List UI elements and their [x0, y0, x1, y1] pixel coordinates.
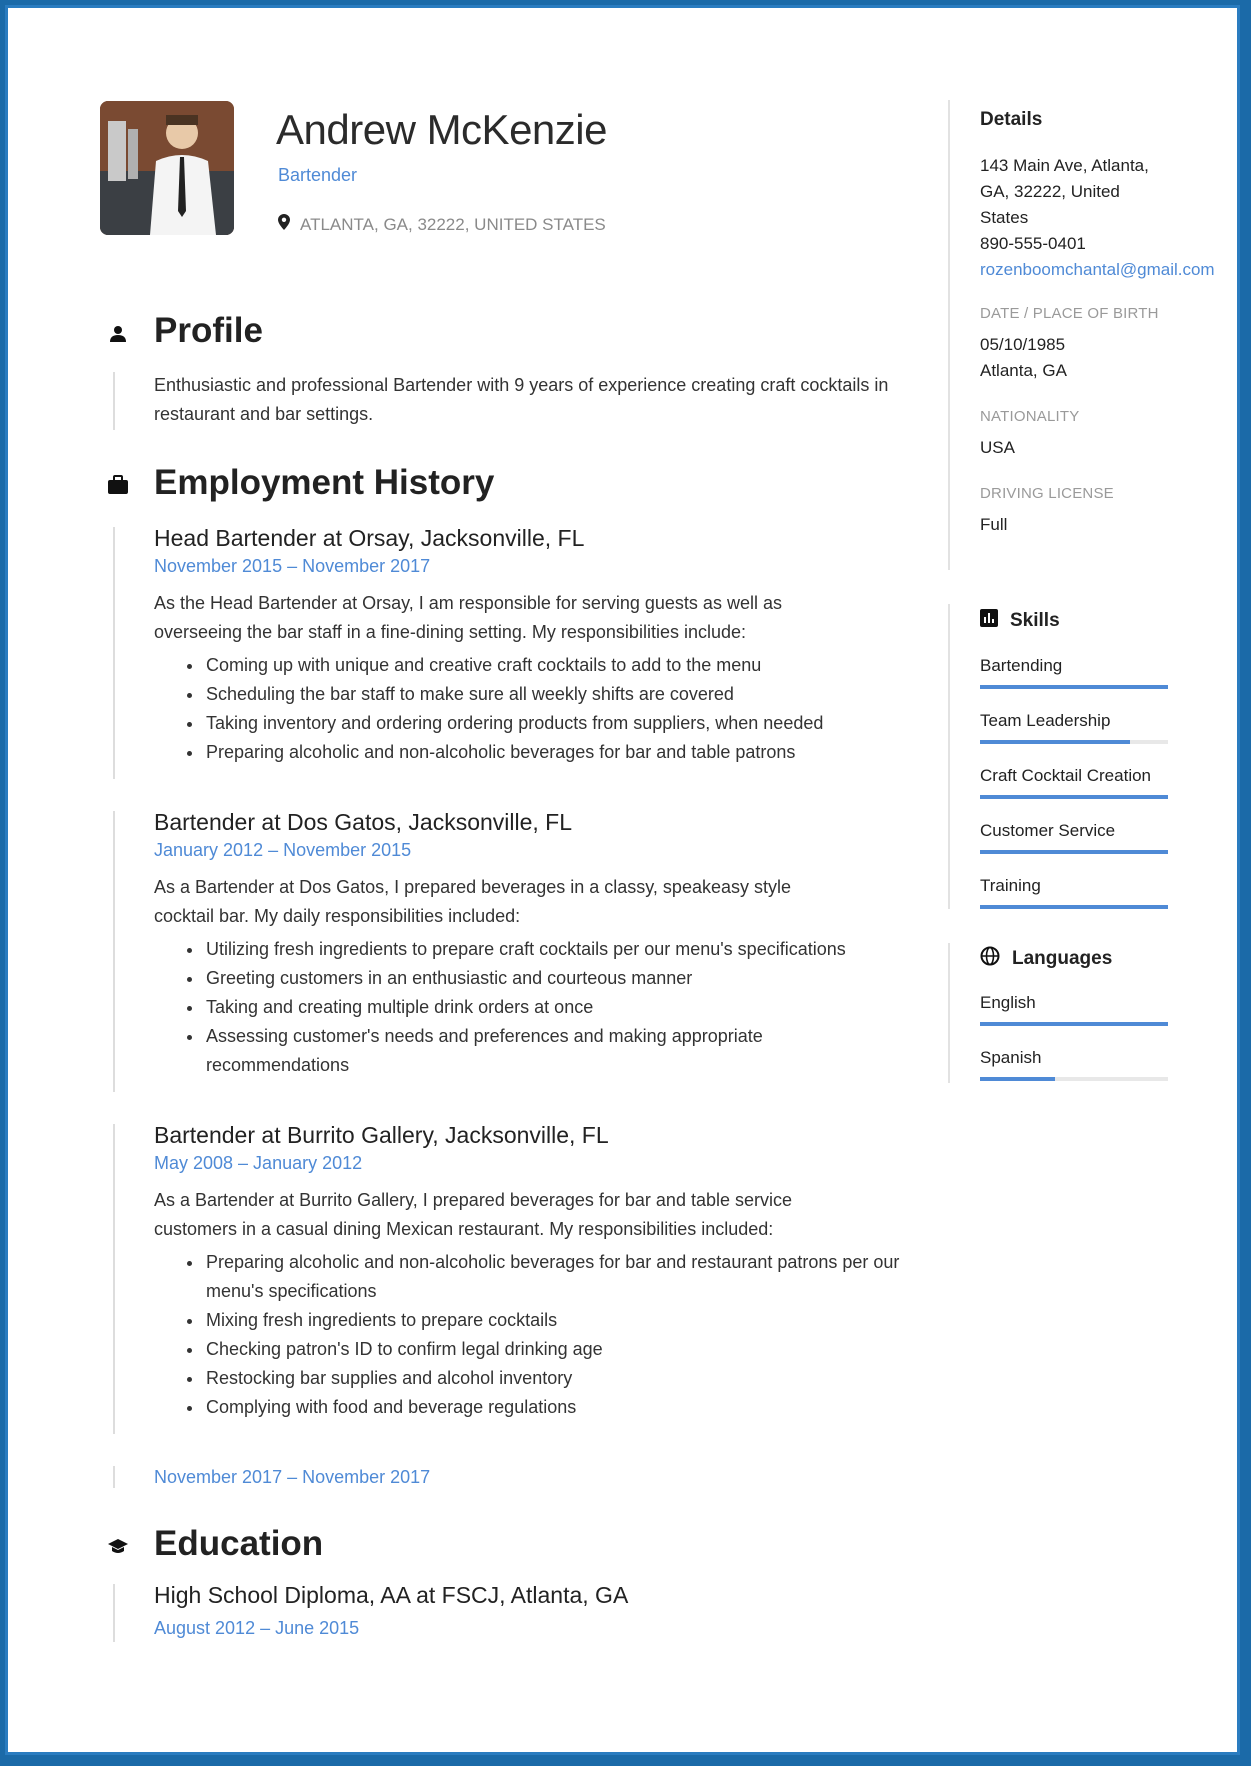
list-item: • Assessing customer's needs and preferences and making appropriate recommendations [204, 1022, 824, 1080]
skill-level-bar [980, 795, 1168, 799]
location [278, 214, 606, 235]
nationality-label: NATIONALITY [980, 408, 1080, 425]
phone-number: 890-555-0401 [980, 234, 1086, 253]
profile-heading: Profile [154, 311, 263, 350]
job-3-dates: May 2008 – January 2012 [154, 1153, 363, 1173]
job-1-role: Head Bartender at Orsay, Jacksonville, FL [154, 525, 585, 551]
job-1 [154, 525, 914, 767]
education-degree: High School Diploma, AA at FSCJ, Atlanta, GA [154, 1582, 629, 1608]
language-level-bar [980, 1077, 1168, 1081]
license-label: DRIVING LICENSE [980, 485, 1114, 502]
profile-line [113, 372, 115, 430]
details-section [980, 109, 1230, 538]
nationality-value: USA [980, 438, 1015, 457]
list-item: • Taking inventory and ordering ordering products from suppliers, when needed [204, 709, 914, 738]
job-3-bullets [154, 1248, 904, 1422]
skill-level-bar [980, 905, 1168, 909]
resume-page [5, 5, 1240, 1755]
skill-level-fill [980, 740, 1130, 744]
language-level-bar [980, 1022, 1168, 1026]
job-4-line [113, 1466, 115, 1488]
profile-photo [100, 101, 234, 235]
language-label: Spanish [980, 1048, 1042, 1067]
job-1-dates: November 2015 – November 2017 [154, 556, 431, 576]
location-text: ATLANTA, GA, 32222, UNITED STATES [300, 214, 606, 234]
job-1-summary: As the Head Bartender at Orsay, I am responsible for serving guests as well as overseeing the bar staff in a fine-dining setting. My responsibilities include: [154, 593, 782, 642]
job-2-summary: As a Bartender at Dos Gatos, I prepared beverages in a classy, speakeasy style cocktail bar. My daily responsibilities included: [154, 877, 791, 926]
skill-level-fill [980, 850, 1168, 854]
job-2-role: Bartender at Dos Gatos, Jacksonville, FL [154, 809, 573, 835]
sidebar-divider [948, 943, 950, 1083]
license-value: Full [980, 515, 1008, 534]
list-item: • Scheduling the bar staff to make sure all weekly shifts are covered [204, 680, 914, 709]
address-line: 143 Main Ave, Atlanta, [980, 156, 1149, 175]
job-2-line [113, 811, 115, 1092]
skill-label: Customer Service [980, 821, 1116, 840]
list-item: • Checking patron's ID to confirm legal drinking age [204, 1335, 904, 1364]
list-item: • Mixing fresh ingredients to prepare cocktails [204, 1306, 904, 1335]
skills-header [980, 609, 1060, 632]
job-2-bullets [154, 935, 846, 1080]
job-3 [154, 1122, 914, 1422]
education-dates: August 2012 – June 2015 [154, 1618, 360, 1638]
list-item: • Taking and creating multiple drink orders at once [204, 993, 824, 1022]
list-item: • Coming up with unique and creative craft cocktails to add to the menu [204, 651, 914, 680]
sidebar-divider [948, 604, 950, 909]
education-line [113, 1584, 115, 1642]
sidebar-divider [948, 100, 950, 570]
details-heading: Details [980, 109, 1043, 130]
map-pin-icon [278, 214, 290, 235]
skill-level-bar [980, 850, 1168, 854]
skill-label: Training [980, 876, 1041, 895]
birth-label: DATE / PLACE OF BIRTH [980, 305, 1159, 322]
skill-label: Craft Cocktail Creation [980, 766, 1152, 785]
bar-chart-icon [980, 609, 998, 632]
list-item: • Preparing alcoholic and non-alcoholic beverages for bar and restaurant patrons per our menu's specifications [204, 1248, 904, 1306]
employment-heading: Employment History [154, 463, 495, 502]
skill-level-fill [980, 795, 1168, 799]
briefcase-icon [107, 474, 129, 496]
email-link[interactable]: rozenboomchantal@gmail.com [980, 260, 1215, 279]
job-2-dates: January 2012 – November 2015 [154, 840, 412, 860]
list-item: • Restocking bar supplies and alcohol inventory [204, 1364, 904, 1393]
globe-icon [980, 946, 1000, 971]
skill-level-bar [980, 685, 1168, 689]
languages-heading: Languages [1012, 947, 1113, 969]
job-1-bullets [154, 651, 914, 767]
job-4-dates: November 2017 – November 2017 [154, 1467, 431, 1487]
job-title: Bartender [278, 165, 358, 185]
address-line: GA, 32222, United [980, 182, 1120, 201]
language-label: English [980, 993, 1036, 1012]
job-3-role: Bartender at Burrito Gallery, Jacksonville, FL [154, 1122, 609, 1148]
list-item: • Complying with food and beverage regulations [204, 1393, 904, 1422]
skills-heading: Skills [1010, 609, 1060, 631]
job-2 [154, 809, 914, 1080]
list-item: • Utilizing fresh ingredients to prepare craft cocktails per our menu's specifications [204, 935, 824, 964]
profile-text: Enthusiastic and professional Bartender with 9 years of experience creating craft cocktails in restaurant and bar settings. [154, 375, 889, 424]
candidate-name: Andrew McKenzie [276, 106, 607, 153]
skill-level-bar [980, 740, 1168, 744]
job-3-summary: As a Bartender at Burrito Gallery, I prepared beverages for bar and table service customers in a casual dining Mexican restaurant. My responsibilities included: [154, 1190, 792, 1239]
skill-label: Team Leadership [980, 711, 1111, 730]
list-item: • Greeting customers in an enthusiastic and courteous manner [204, 964, 824, 993]
job-1-line [113, 527, 115, 779]
address-line: States [980, 208, 1029, 227]
person-icon [107, 323, 129, 345]
skill-level-fill [980, 685, 1168, 689]
birth-place: Atlanta, GA [980, 361, 1067, 380]
list-item: • Preparing alcoholic and non-alcoholic beverages for bar and table patrons [204, 738, 914, 767]
skill-level-fill [980, 905, 1168, 909]
skill-label: Bartending [980, 656, 1063, 675]
graduation-cap-icon [107, 1536, 129, 1558]
education-heading: Education [154, 1524, 324, 1563]
job-3-line [113, 1124, 115, 1434]
languages-header [980, 946, 1112, 971]
language-level-fill [980, 1022, 1168, 1026]
birth-date: 05/10/1985 [980, 335, 1066, 354]
language-level-fill [980, 1077, 1055, 1081]
